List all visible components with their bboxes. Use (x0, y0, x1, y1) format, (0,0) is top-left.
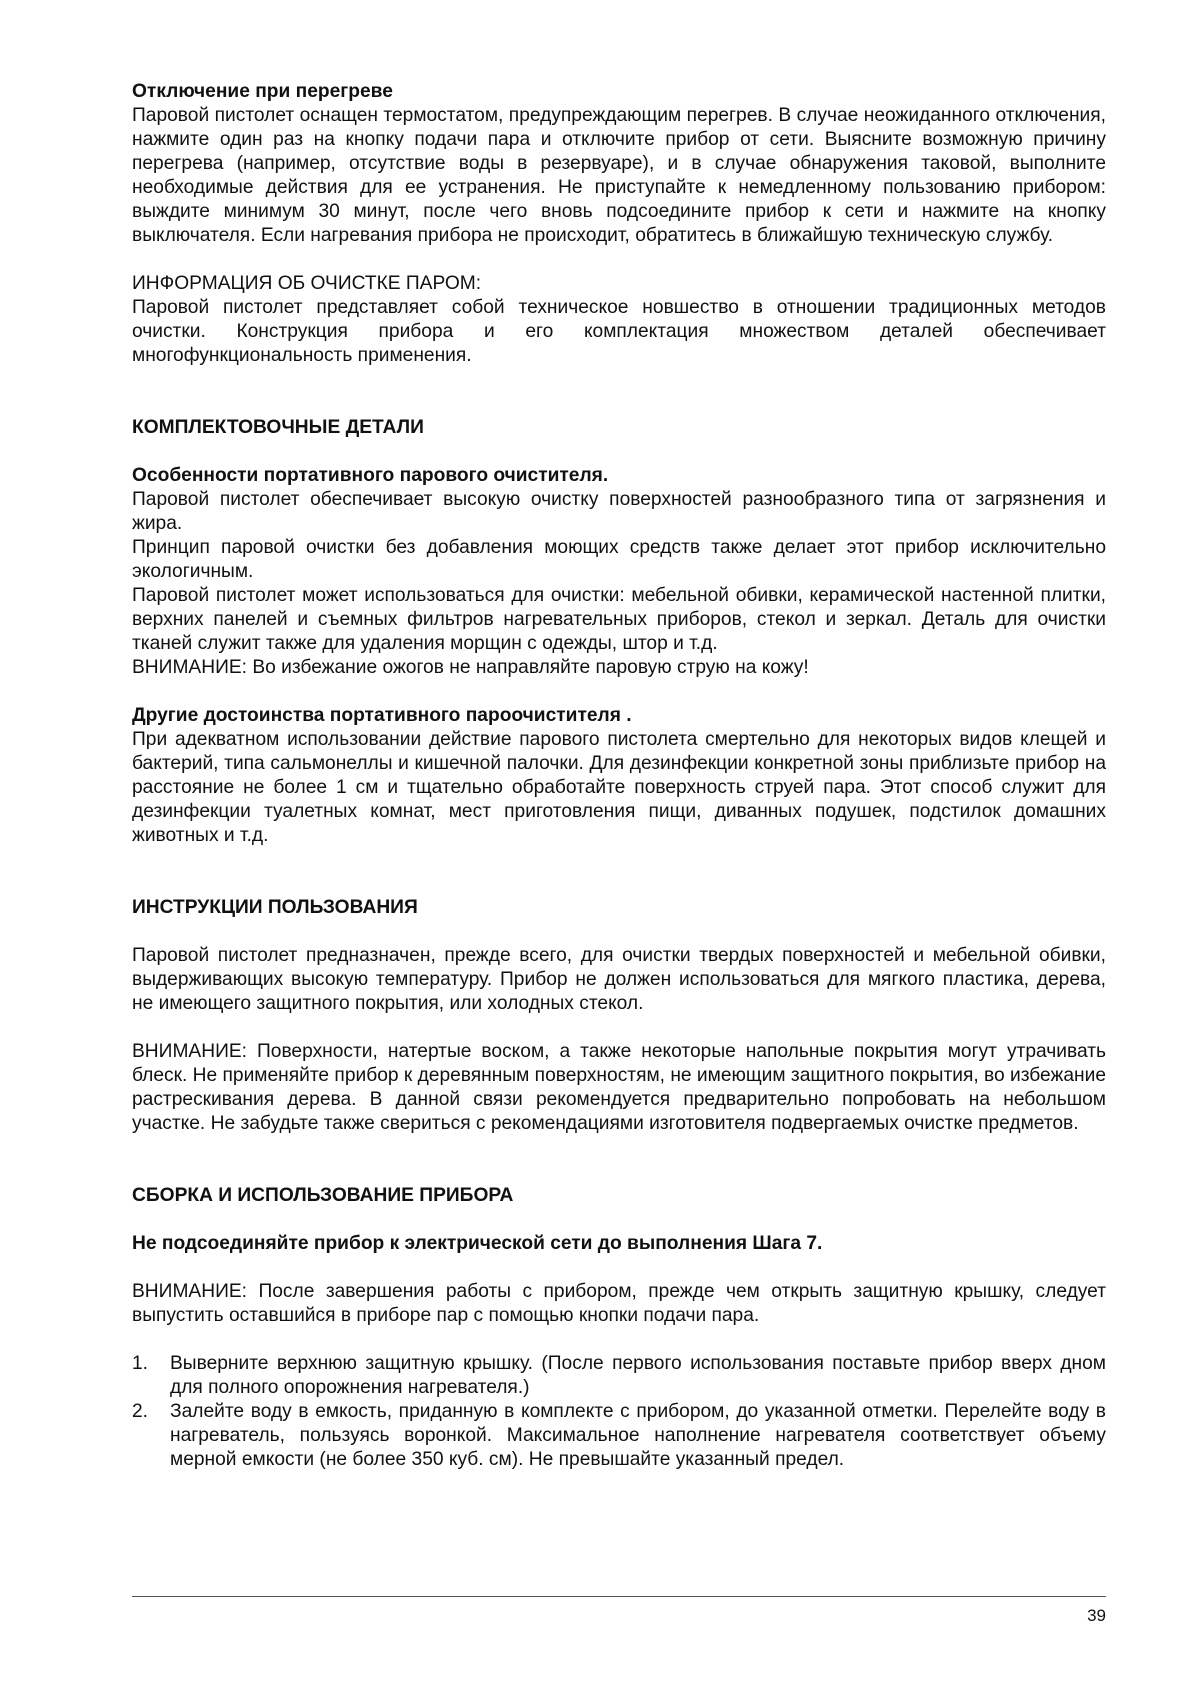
features-paragraph-1: Паровой пистолет обеспечивает высокую очистку поверхностей разнообразного типа от загрязнения и жира. (132, 489, 1106, 534)
components-heading: КОМПЛЕКТОВОЧНЫЕ ДЕТАЛИ (132, 417, 424, 438)
overheat-title: Отключение при перегреве (132, 81, 393, 102)
assembly-warning: ВНИМАНИЕ: После завершения работы с прибором, прежде чем открыть защитную крышку, следует выпустить оставшийся в приборе пар с помощью кнопки подачи пара. (132, 1281, 1106, 1326)
page-number: 39 (1087, 1606, 1106, 1625)
instructions-heading: ИНСТРУКЦИИ ПОЛЬЗОВАНИЯ (132, 897, 418, 918)
page-content (132, 80, 1106, 1472)
instructions-paragraph-1: Паровой пистолет предназначен, прежде всего, для очистки твердых поверхностей и мебельной обивки, выдерживающих высокую температуру. Прибор не должен использоваться для мягкого пластика, дерева, не имеющего защитного покрытия, или холодных стекол. (132, 945, 1106, 1014)
advantages-title: Другие достоинства портативного пароочистителя . (132, 705, 632, 726)
list-item (132, 1400, 1106, 1472)
footer-divider (132, 1596, 1106, 1597)
steam-info-body: Паровой пистолет представляет собой техническое новшество в отношении традиционных методов очистки. Конструкция прибора и его комплектация множеством деталей обеспечивает многофункциональность применения. (132, 297, 1106, 366)
step-number: 2. (132, 1401, 149, 1422)
list-item (132, 1352, 1106, 1400)
advantages-body: При адекватном использовании действие парового пистолета смертельно для некоторых видов клещей и бактерий, типа сальмонеллы и кишечной палочки. Для дезинфекции конкретной зоны приблизьте прибор на расстояние не более 1 см и тщательно обработайте поверхность струей пара. Этот способ служит для дезинфекции туалетных комнат, мест приготовления пищи, диванных подушек, подстилок домашних животных и т.д. (132, 729, 1106, 846)
step-text: Залейте воду в емкость, приданную в комплекте с прибором, до указанной отметки. Перелейте воду в нагреватель, пользуясь воронкой. Максимальное наполнение нагревателя соответствует объему мерной емкости (не более 350 куб. см). Не превышайте указанный предел. (170, 1401, 1106, 1470)
features-paragraph-2: Принцип паровой очистки без добавления моющих средств также делает этот прибор исключительно экологичным. (132, 537, 1106, 582)
steam-info-title: ИНФОРМАЦИЯ ОБ ОЧИСТКЕ ПАРОМ: (132, 273, 482, 294)
overheat-body: Паровой пистолет оснащен термостатом, предупреждающим перегрев. В случае неожиданного отключения, нажмите один раз на кнопку подачи пара и отключите прибор от сети. Выясните возможную причину перегрева (например, отсутствие воды в резервуаре), и в случае обнаружения таковой, выполните необходимые действия для ее устранения. Не приступайте к немедленному пользованию прибором: выждите минимум 30 минут, после чего вновь подсоедините прибор к сети и нажмите на кнопку выключателя. Если нагревания прибора не происходит, обратитесь в ближайшую техническую службу. (132, 105, 1106, 246)
step-text: Выверните верхнюю защитную крышку. (После первого использования поставьте прибор вверх дном для полного опорожнения нагревателя.) (170, 1353, 1106, 1398)
features-warning: ВНИМАНИЕ: Во избежание ожогов не направляйте паровую струю на кожу! (132, 657, 809, 678)
features-paragraph-3: Паровой пистолет может использоваться для очистки: мебельной обивки, керамической настенной плитки, верхних панелей и съемных фильтров нагревательных приборов, стекол и зеркал. Деталь для очистки тканей служит также для удаления морщин с одежды, штор и т.д. (132, 585, 1106, 654)
assembly-heading: СБОРКА И ИСПОЛЬЗОВАНИЕ ПРИБОРА (132, 1185, 514, 1206)
instructions-paragraph-2: ВНИМАНИЕ: Поверхности, натертые воском, а также некоторые напольные покрытия могут утрачивать блеск. Не применяйте прибор к деревянным поверхностям, не имеющим защитного покрытия, во избежание растрескивания дерева. В данной связи рекомендуется предварительно попробовать на небольшом участке. Не забудьте также свериться с рекомендациями изготовителя подвергаемых очистке предметов. (132, 1041, 1107, 1134)
assembly-bold-warning: Не подсоединяйте прибор к электрической сети до выполнения Шага 7. (132, 1233, 823, 1254)
step-number: 1. (132, 1353, 149, 1374)
features-title: Особенности портативного парового очистителя. (132, 465, 609, 486)
assembly-steps-list (132, 1352, 1106, 1472)
